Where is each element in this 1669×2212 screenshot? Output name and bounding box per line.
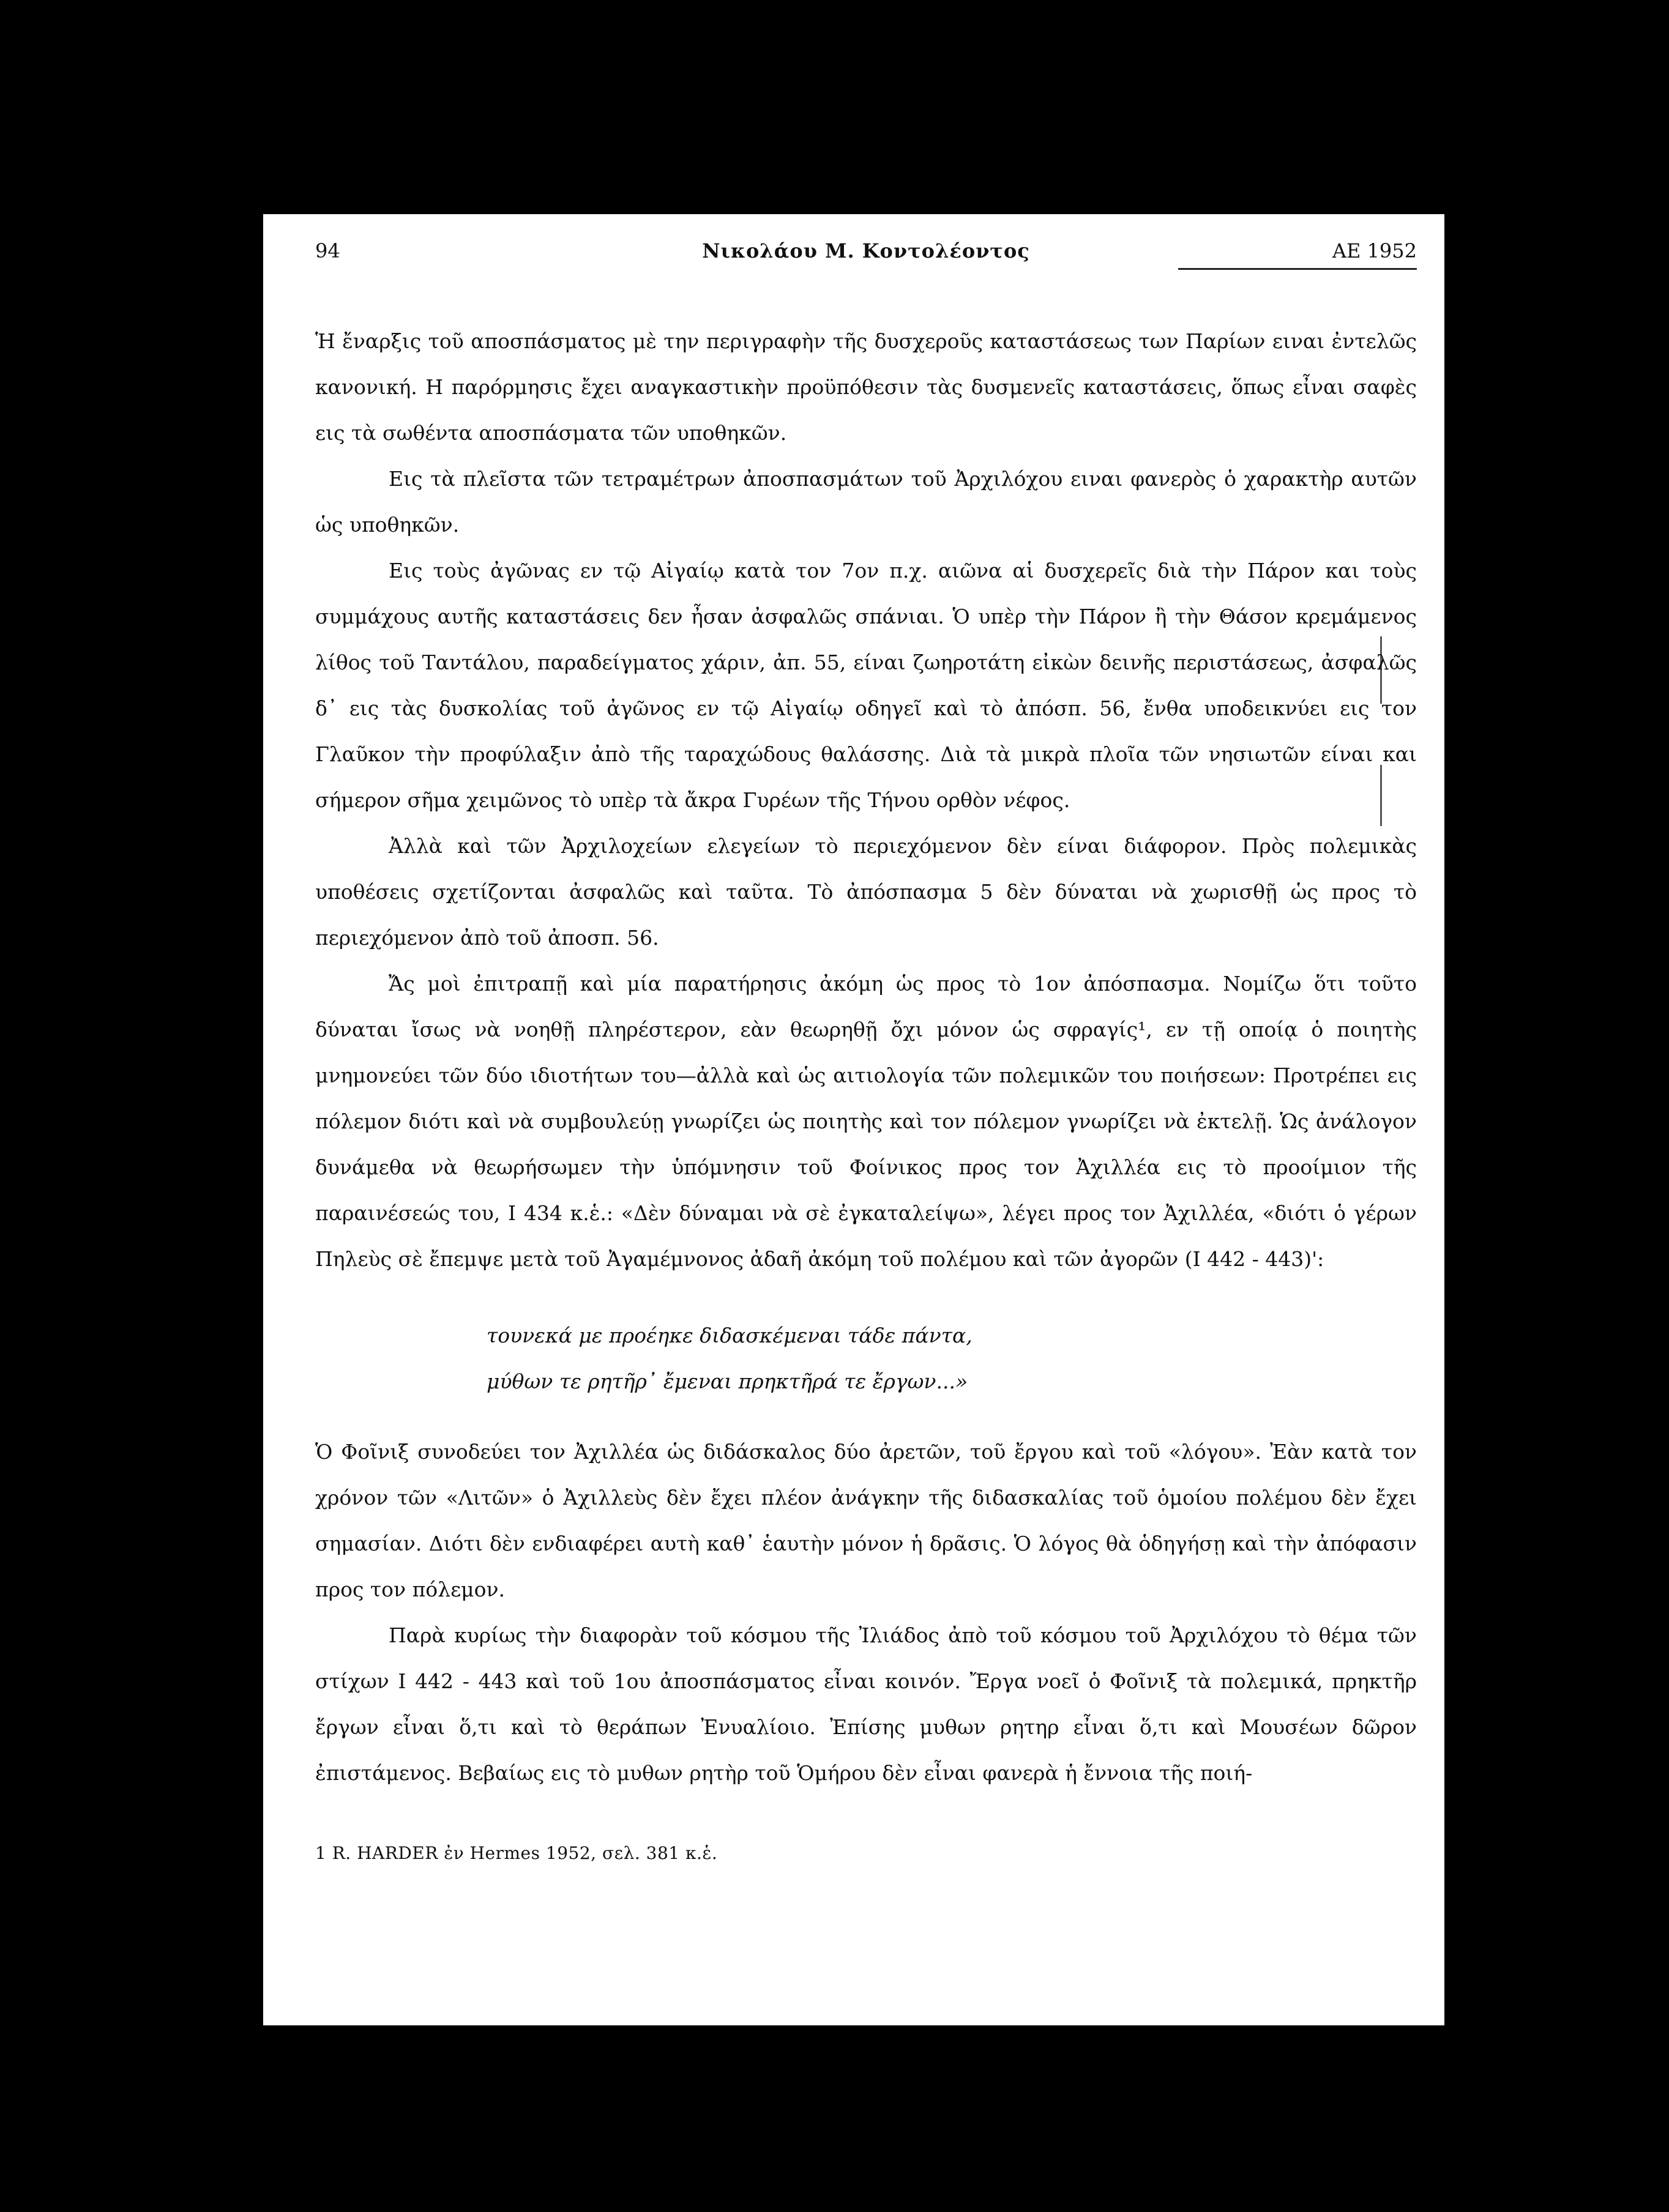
paragraph-6: Ὁ Φοῖνιξ συνοδεύει τον Ἀχιλλέα ὡς διδάσκαλος δύο ἀρετῶν, τοῦ ἔργου καὶ τοῦ «λόγου». Ἐὰν κατὰ τον χρόνον τῶν «Λιτῶν» ὁ Ἀχιλλεὺς δὲν ἔχει πλέον ἀνάγκην τῆς διδασκαλίας τοῦ ὁμοίου πολέμου δὲν ἔχει σημασίαν. Διότι δὲν ενδιαφέρει αυτὴ καθ᾽ ἑαυτὴν μόνον ἡ δρᾶσις. Ὁ λόγος θὰ ὁδηγήσῃ καὶ τὴν ἀπόφασιν προς τον πόλεμον. xyxy=(315,1440,1417,1601)
quotation-line: τουνεκά με προέηκε διδασκέμεναι τάδε πάντα, xyxy=(487,1324,973,1347)
homer-quotation xyxy=(315,1313,1417,1404)
paragraph-2: Εις τὰ πλεῖστα τῶν τετραμέτρων ἀποσπασμάτων τοῦ Ἀρχιλόχου ειναι φανερὸς ὁ χαρακτὴρ αυτῶν ὡς υποθηκῶν. xyxy=(315,467,1417,537)
paragraph-4: Ἀλλὰ καὶ τῶν Ἀρχιλοχείων ελεγείων τὸ περιεχόμενον δὲν είναι διάφορον. Πρὸς πολεμικὰς υποθέσεις σχετίζονται ἀσφαλῶς καὶ ταῦτα. Τὸ ἀπόσπασμα 5 δὲν δύναται νὰ χωρισθῇ ὡς προς τὸ περιεχόμενον ἀπὸ τοῦ ἀποσπ. 56. xyxy=(315,834,1417,950)
header-rule xyxy=(1178,268,1417,270)
footnote: 1 R. HARDER ἐν Hermes 1952, σελ. 381 κ.ἑ. xyxy=(315,1843,718,1863)
paragraph-7: Παρὰ κυρίως τὴν διαφορὰν τοῦ κόσμου τῆς Ἰλιάδος ἀπὸ τοῦ κόσμου τοῦ Ἀρχιλόχου τὸ θέμα τῶν στίχων Ι 442 - 443 καὶ τοῦ 1ου ἀποσπάσματος εἶναι κοινόν. Ἔργα νοεῖ ὁ Φοῖνιξ τὰ πολεμικά, πρηκτῆρ ἔργων εἶναι ὅ,τι καὶ τὸ θεράπων Ἐνυαλίοιο. Ἐπίσης μυθων ρητηρ εἶναι ὅ,τι καὶ Μουσέων δῶρον ἐπιστάμενος. Βεβαίως εις τὸ μυθων ρητὴρ τοῦ Ὁμήρου δὲν εἶναι φανερὰ ἡ ἔννοια τῆς ποιή- xyxy=(315,1623,1417,1785)
running-head-author: Νικολάου Μ. Κοντολέοντος xyxy=(702,239,1030,263)
running-head xyxy=(315,239,1417,275)
paragraph-5: Ἄς μοὶ ἐπιτραπῇ καὶ μία παρατήρησις ἀκόμη ὡς προς τὸ 1ον ἀπόσπασμα. Νομίζω ὅτι τοῦτο δύναται ἴσως νὰ νοηθῇ πληρέστερον, εὰν θεωρηθῇ ὄχι μόνον ὡς σφραγίς¹, εν τῇ οποίᾳ ὁ ποιητὴς μνημονεύει τῶν δύο ιδιοτήτων του—ἀλλὰ καὶ ὡς αιτιολογία τῶν πολεμικῶν του ποιήσεων: Προτρέπει εις πόλεμον διότι καὶ νὰ συμβουλεύῃ γνωρίζει ὡς ποιητὴς καὶ τον πόλεμον γνωρίζει νὰ ἐκτελῇ. Ὡς ἀνάλογον δυνάμεθα νὰ θεωρήσωμεν τὴν ὑπόμνησιν τοῦ Φοίνικος προς τον Ἀχιλλέα εις τὸ προοίμιον τῆς παραινέσεώς του, Ι 434 κ.ἑ.: «Δὲν δύναμαι νὰ σὲ ἐγκαταλείψω», λέγει προς τον Ἀχιλλέα, «διότι ὁ γέρων Πηλεὺς σὲ ἔπεμψε μετὰ τοῦ Ἀγαμέμνονος ἀδαῆ ἀκόμη τοῦ πολέμου καὶ τῶν ἀγορῶν (Ι 442 - 443)': xyxy=(315,972,1417,1271)
journal-reference: ΑΕ 1952 xyxy=(1332,239,1417,263)
paragraph-3: Εις τοὺς ἀγῶνας εν τῷ Αἰγαίῳ κατὰ τον 7ον π.χ. αιῶνα αἱ δυσχερεῖς διὰ τὴν Πάρον και τοὺς συμμάχους αυτῆς καταστάσεις δεν ἦσαν ἀσφαλῶς σπάνιαι. Ὁ υπὲρ τὴν Πάρον ἢ τὴν Θάσον κρεμάμενος λίθος τοῦ Ταντάλου, παραδείγματος χάριν, ἀπ. 55, είναι ζωηροτάτη εἰκὼν δεινῆς περιστάσεως, ἀσφαλῶς δ᾽ εις τὰς δυσκολίας τοῦ ἀγῶνος εν τῷ Αἰγαίῳ οδηγεῖ καὶ τὸ ἀπόσπ. 56, ἔνθα υποδεικνύει εις τον Γλαῦκον τὴν προφύλαξιν ἀπὸ τῆς ταραχώδους θαλάσσης. Διὰ τὰ μικρὰ πλοῖα τῶν νησιωτῶν είναι και σήμερον σῆμα χειμῶνος τὸ υπὲρ τὰ ἄκρα Γυρέων τῆς Τήνου ορθὸν νέφος. xyxy=(315,559,1417,812)
text-block xyxy=(315,239,1417,1796)
page-number: 94 xyxy=(315,239,340,263)
paragraph-1: Ἡ ἔναρξις τοῦ αποσπάσματος μὲ την περιγραφὴν τῆς δυσχεροῦς καταστάσεως των Παρίων ειναι ἐντελῶς κανονική. Η παρόρμησις ἔχει αναγκαστικὴν προϋπόθεσιν τὰς δυσμενεῖς καταστάσεις, ὅπως εἶναι σαφὲς εις τὰ σωθέντα αποσπάσματα τῶν υποθηκῶν. xyxy=(315,329,1417,445)
quotation-line: μύθων τε ρητῆρ᾽ ἔμεναι πρηκτῆρά τε ἔργων...» xyxy=(487,1369,968,1393)
